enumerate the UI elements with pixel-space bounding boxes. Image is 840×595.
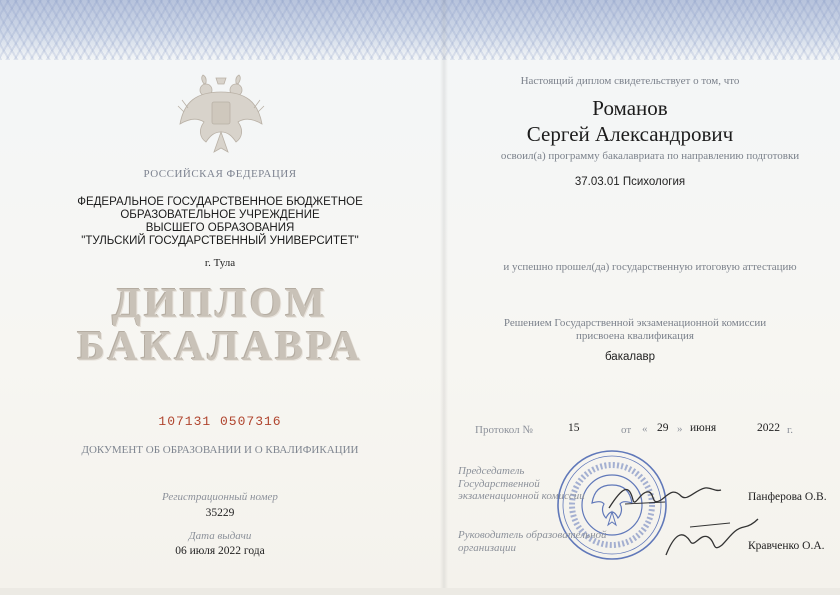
chair-name: Панферова О.В. — [748, 491, 827, 503]
top-decorative-band — [0, 0, 840, 60]
issue-date-label: Дата выдачи — [188, 530, 252, 542]
chair-signature — [605, 478, 725, 518]
head-name: Кравченко О.А. — [748, 540, 825, 552]
commission-decision — [470, 317, 800, 343]
protocol-year-suffix: г. — [787, 424, 794, 436]
chair-label-line: экзаменационной комиссии — [458, 490, 585, 502]
diploma-title-line2: БАКАЛАВРА — [77, 324, 363, 370]
issue-date: 06 июля 2022 года — [175, 545, 265, 557]
quote-close: » — [677, 423, 683, 435]
protocol-label: Протокол № — [475, 424, 533, 436]
protocol-month: июня — [690, 422, 717, 434]
country-name: РОССИЙСКАЯ ФЕДЕРАЦИЯ — [143, 168, 297, 180]
document-type: ДОКУМЕНТ ОБ ОБРАЗОВАНИИ И О КВАЛИФИКАЦИИ — [81, 444, 359, 456]
head-label — [458, 529, 608, 554]
institution-name — [60, 196, 380, 248]
registration-number: 35229 — [205, 507, 235, 519]
chair-label-line: Председатель — [458, 465, 525, 477]
city: г. Тула — [204, 257, 236, 269]
quote-open: « — [642, 423, 648, 435]
chair-label-line: Государственной — [458, 477, 540, 490]
chair-label — [458, 465, 588, 503]
diploma-title-line1: ДИПЛОМ — [112, 281, 328, 327]
certifies-text: Настоящий диплом свидетельствует о том, что — [520, 75, 740, 87]
program-name: 37.03.01 Психология — [574, 176, 686, 188]
decision-line: Решением Государственной экзаменационной комиссии — [503, 317, 767, 329]
serial-number: 107131 0507316 — [158, 414, 282, 429]
institution-line: "ТУЛЬСКИЙ ГОСУДАРСТВЕННЫЙ УНИВЕРСИТЕТ" — [81, 235, 359, 247]
double-headed-eagle-icon — [176, 72, 266, 162]
bottom-edge — [0, 588, 840, 595]
page-fold — [440, 0, 448, 595]
head-label-line: организации — [458, 541, 517, 554]
institution-line: ОБРАЗОВАТЕЛЬНОЕ УЧРЕЖДЕНИЕ — [120, 209, 320, 221]
registration-label: Регистрационный номер — [162, 491, 278, 503]
attestation-text: и успешно прошел(да) государственную итоговую аттестацию — [503, 261, 797, 273]
head-label-line: Руководитель образовательной — [458, 529, 607, 541]
protocol-number: 15 — [568, 422, 580, 434]
decision-line: присвоена квалификация — [576, 330, 694, 342]
protocol-year: 2022 — [757, 422, 780, 434]
head-signature — [660, 515, 760, 565]
graduate-given-names: Сергей Александрович — [526, 122, 734, 146]
qualification: бакалавр — [604, 351, 655, 363]
protocol-day: 29 — [657, 422, 669, 434]
institution-line: ФЕДЕРАЛЬНОЕ ГОСУДАРСТВЕННОЕ БЮДЖЕТНОЕ — [77, 196, 363, 208]
protocol-from-label: от — [621, 424, 632, 436]
institution-line: ВЫСШЕГО ОБРАЗОВАНИЯ — [145, 222, 295, 234]
program-intro-text: освоил(а) программу бакалавриата по направлению подготовки — [500, 150, 800, 162]
graduate-surname: Романов — [592, 96, 668, 120]
